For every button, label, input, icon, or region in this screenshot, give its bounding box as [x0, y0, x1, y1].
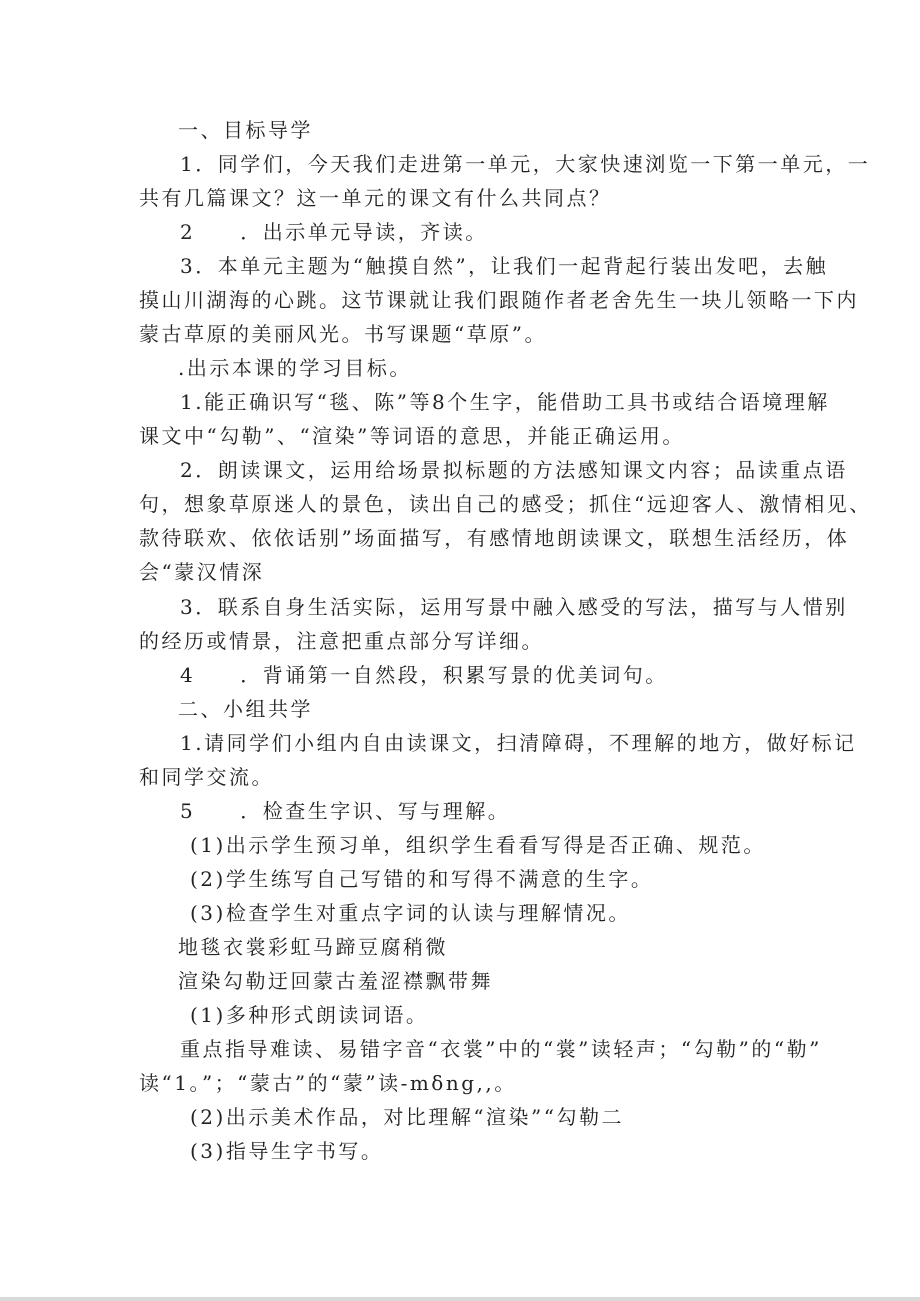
paragraph-line: 款待联欢、依依话别”场面描写，有感情地朗读课文，联想生活经历，体	[139, 526, 850, 550]
paragraph-line: 摸山川湖海的心跳。这节课就让我们跟随作者老舍先生一块儿领略一下内	[139, 288, 859, 312]
page-bottom-edge	[0, 1297, 920, 1301]
section-heading-group-learning: 二、小组共学	[178, 697, 313, 721]
paragraph-line: 3．联系自身生活实际，运用写景中融入感受的写法，描写与人惜别	[180, 595, 848, 619]
paragraph-line: 课文中“勾勒”、“渲染”等词语的意思，并能正确运用。	[139, 424, 685, 448]
paragraph-line: 读“1。”；“蒙古”的“蒙”读-mδng,,。	[139, 1071, 517, 1095]
paragraph-line: .出示本课的学习目标。	[178, 356, 412, 380]
paragraph-line: 3．本单元主题为“触摸自然”，让我们一起背起行装出发吧，去触	[180, 254, 829, 278]
paragraph-line: (2)出示美术作品，对比理解“渲染”“勾勒二	[190, 1105, 625, 1129]
paragraph-line: 会“蒙汉情深	[139, 560, 265, 584]
paragraph-line: 5 ．检查生字识、写与理解。	[180, 799, 511, 823]
paragraph-line: (3)检查学生对重点字词的认读与理解情况。	[190, 901, 631, 925]
paragraph-line: 重点指导难读、易错字音“衣裳”中的“裳”读轻声；“勾勒”的“勒”	[180, 1037, 822, 1061]
paragraph-line: 1.请同学们小组内自由读课文，扫清障碍，不理解的地方，做好标记	[180, 731, 857, 755]
vocabulary-line: 地毯衣裳彩虹马蹄豆腐稍微	[178, 935, 448, 959]
paragraph-line: 1．同学们，今天我们走进第一单元，大家快速浏览一下第一单元，一	[180, 152, 871, 176]
paragraph-line: 共有几篇课文？这一单元的课文有什么共同点？	[139, 186, 612, 210]
paragraph-line: 蒙古草原的美丽风光。书写课题“草原”。	[139, 322, 547, 346]
vocabulary-line: 渲染勾勒迂回蒙古羞涩襟飘带舞	[178, 969, 493, 993]
paragraph-line: 句，想象草原迷人的景色，读出自己的感受；抓住“远迎客人、激情相见、	[139, 492, 872, 516]
paragraph-line: (1)多种形式朗读词语。	[190, 1003, 429, 1027]
section-heading-goal-guided-learning: 一、目标导学	[178, 118, 313, 142]
paragraph-line: (1)出示学生预习单，组织学生看看写得是否正确、规范。	[190, 833, 766, 857]
paragraph-line: (2)学生练写自己写错的和写得不满意的生字。	[190, 867, 654, 891]
paragraph-line: 1.能正确识写“毯、陈”等8个生字，能借助工具书或结合语境理解	[180, 390, 830, 414]
paragraph-line: 2 ．出示单元导读，齐读。	[180, 220, 488, 244]
paragraph-line: 和同学交流。	[139, 765, 274, 789]
paragraph-line: 2．朗读课文，运用给场景拟标题的方法感知课文内容；品读重点语	[180, 458, 848, 482]
paragraph-line: 的经历或情景，注意把重点部分写详细。	[139, 629, 544, 653]
paragraph-line: 4 ．背诵第一自然段，积累写景的优美词句。	[180, 663, 668, 687]
paragraph-line: (3)指导生字书写。	[190, 1139, 384, 1163]
